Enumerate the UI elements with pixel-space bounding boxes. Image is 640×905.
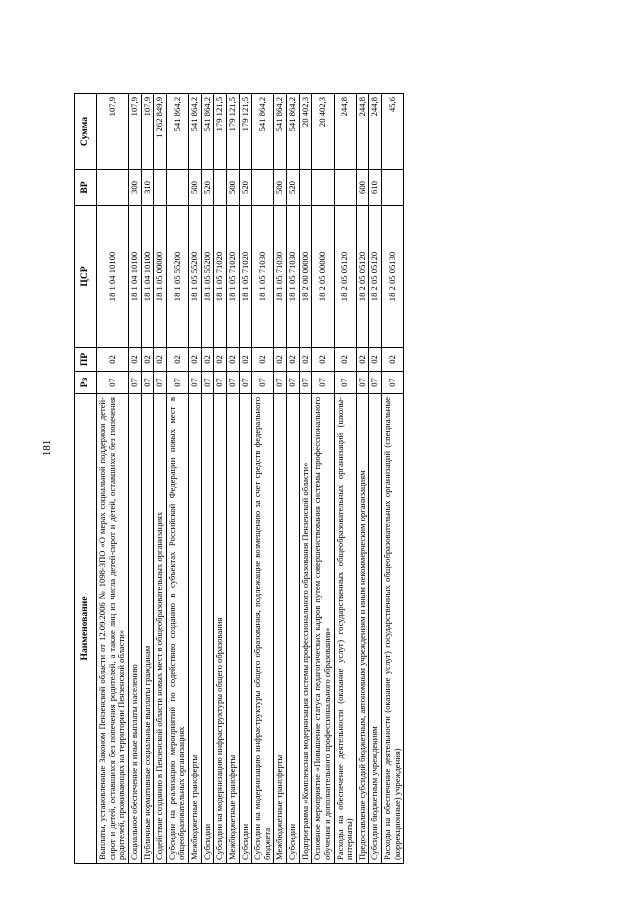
row-sum: 20 402,3 [312,94,334,170]
row-name: Расходы на обеспечение деятельности (оказание услуг) государственных общеобразовательных организаций (школы-интернаты) [334,394,356,864]
row-sum: 541 864,2 [201,94,214,170]
table-row [97,94,129,864]
table-body [97,94,404,864]
row-name: Субсидии на реализацию мероприятий по содействию созданию в субъектах Российской Федерации новых мест в общеобразовательных организациях [166,394,188,864]
row-pr: 02 [166,348,188,372]
row-csr: 18 1 05 71030 [274,206,287,348]
row-sum: 107,9 [97,94,129,170]
row-csr: 18 1 05 71030 [252,206,274,348]
table-row [312,94,334,864]
row-csr: 18 2 05 05120 [369,206,382,348]
row-rz: 07 [287,372,300,394]
row-csr: 18 1 05 71020 [239,206,252,348]
row-vr [214,170,227,206]
row-name: Субсидии бюджетным учреждениям [369,394,382,864]
row-vr: 300 [128,170,141,206]
row-sum: 244,8 [356,94,369,170]
row-rz: 07 [128,372,141,394]
row-vr [334,170,356,206]
table-row [128,94,141,864]
row-csr: 18 2 05 05120 [356,206,369,348]
table-row [239,94,252,864]
row-pr: 02 [274,348,287,372]
table-row [356,94,369,864]
header-csr: ЦСР [75,206,97,348]
row-pr: 02 [287,348,300,372]
table-row [154,94,167,864]
row-name: Выплаты, установленные Законом Пензенской области от 12.09.2006 № 1098-ЗПО «О мерах социальной поддержки детей-сирот и детей, оставшихся без попечения родителей, а также лиц из числа детей-сирот и детей, оставшихся без попечения родителей, проживающих на территории Пензенской области» [97,394,129,864]
row-rz: 07 [274,372,287,394]
row-rz: 07 [299,372,312,394]
row-vr: 610 [369,170,382,206]
row-vr [382,170,404,206]
header-pr: ПР [75,348,97,372]
row-pr: 02 [214,348,227,372]
row-name: Предоставление субсидий бюджетным, автономным учреждениям и иным некоммерческим организациям [356,394,369,864]
row-sum: 244,8 [369,94,382,170]
row-pr: 02 [189,348,202,372]
row-vr: 520 [239,170,252,206]
row-rz: 07 [97,372,129,394]
row-sum: 1 262 849,9 [154,94,167,170]
header-name: Наименование [75,394,97,864]
row-rz: 07 [356,372,369,394]
row-rz: 07 [154,372,167,394]
row-rz: 07 [226,372,239,394]
row-pr: 02 [369,348,382,372]
row-rz: 07 [369,372,382,394]
row-name: Межбюджетные трансферты [189,394,202,864]
row-sum: 244,8 [334,94,356,170]
table-row [252,94,274,864]
row-csr: 18 1 05 55200 [166,206,188,348]
row-rz: 07 [252,372,274,394]
row-name: Субсидии [239,394,252,864]
row-sum: 179 121,5 [239,94,252,170]
row-pr: 02 [226,348,239,372]
row-pr: 02 [356,348,369,372]
row-sum: 179 121,5 [226,94,239,170]
row-vr [312,170,334,206]
table-row [287,94,300,864]
row-vr: 500 [189,170,202,206]
row-name: Субсидии [201,394,214,864]
row-vr: 500 [274,170,287,206]
row-name: Основное мероприятие «Повышение статуса педагогических кадров путем совершенствования системы профессионального обучения и дополнительного профессионального образования» [312,394,334,864]
row-name: Субсидии на модернизацию инфраструктуры общего образования, подлежащие возмещению за счет средств федерального бюджета [252,394,274,864]
row-pr: 02 [97,348,129,372]
row-csr: 18 1 04 10100 [128,206,141,348]
table-header-row [75,94,97,864]
row-vr: 520 [287,170,300,206]
row-sum: 107,9 [128,94,141,170]
row-rz: 07 [201,372,214,394]
row-pr: 02 [334,348,356,372]
row-name: Субсидии на модернизацию инфраструктуры общего образования [214,394,227,864]
row-csr: 18 1 05 71020 [226,206,239,348]
row-sum: 541 864,2 [274,94,287,170]
row-csr: 18 1 05 55200 [189,206,202,348]
row-pr: 02 [382,348,404,372]
budget-table [74,93,404,864]
row-vr: 600 [356,170,369,206]
row-vr [252,170,274,206]
table-row [189,94,202,864]
table-row [201,94,214,864]
row-csr: 18 1 04 10100 [141,206,154,348]
table-row [166,94,188,864]
row-rz: 07 [214,372,227,394]
row-pr: 02 [128,348,141,372]
header-vr: ВР [75,170,97,206]
row-name: Межбюджетные трансферты [226,394,239,864]
row-rz: 07 [141,372,154,394]
table-row [334,94,356,864]
table-row [141,94,154,864]
row-name: Субсидии [287,394,300,864]
row-rz: 07 [166,372,188,394]
table-row [369,94,382,864]
row-sum: 541 864,2 [287,94,300,170]
row-csr: 18 2 00 00000 [299,206,312,348]
row-name: Расходы на обеспечение деятельности (оказание услуг) государственных общеобразовательных организаций (специальные (коррекционные) учреждения) [382,394,404,864]
rotated-page-content [74,94,592,864]
row-pr: 02 [201,348,214,372]
row-csr: 18 1 04 10100 [97,206,129,348]
row-sum: 541 864,2 [166,94,188,170]
row-sum: 20 402,3 [299,94,312,170]
row-csr: 18 2 05 00000 [312,206,334,348]
row-pr: 02 [239,348,252,372]
table-row [226,94,239,864]
row-csr: 18 1 05 71020 [214,206,227,348]
row-vr: 500 [226,170,239,206]
table-row [274,94,287,864]
table-row [382,94,404,864]
header-rz: Рз [75,372,97,394]
row-vr: 310 [141,170,154,206]
row-rz: 07 [312,372,334,394]
row-sum: 541 864,2 [189,94,202,170]
table-row [299,94,312,864]
row-pr: 02 [252,348,274,372]
row-vr [166,170,188,206]
row-rz: 07 [382,372,404,394]
row-name: Содействие созданию в Пензенской области новых мест в общеобразовательных организациях [154,394,167,864]
row-pr: 02 [312,348,334,372]
row-name: Социальное обеспечение и иные выплаты населению [128,394,141,864]
row-sum: 45,6 [382,94,404,170]
row-sum: 541 864,2 [252,94,274,170]
row-sum: 107,9 [141,94,154,170]
row-pr: 02 [154,348,167,372]
row-vr [299,170,312,206]
row-csr: 18 2 05 05120 [334,206,356,348]
row-name: Подпрограмма «Комплексная модернизация системы профессионального образования Пензенской области» [299,394,312,864]
row-vr: 520 [201,170,214,206]
header-sum: Сумма [75,94,97,170]
table-row [214,94,227,864]
row-sum: 179 121,5 [214,94,227,170]
page-number: 181 [41,439,53,457]
row-csr: 18 1 05 55200 [201,206,214,348]
row-vr [97,170,129,206]
row-csr: 18 2 05 05130 [382,206,404,348]
row-vr [154,170,167,206]
row-csr: 18 1 05 00000 [154,206,167,348]
row-pr: 02 [141,348,154,372]
row-name: Межбюджетные трансферты [274,394,287,864]
row-rz: 07 [334,372,356,394]
row-rz: 07 [189,372,202,394]
row-pr: 02 [299,348,312,372]
row-name: Публичные нормативные социальные выплаты гражданам [141,394,154,864]
row-csr: 18 1 05 71030 [287,206,300,348]
row-rz: 07 [239,372,252,394]
